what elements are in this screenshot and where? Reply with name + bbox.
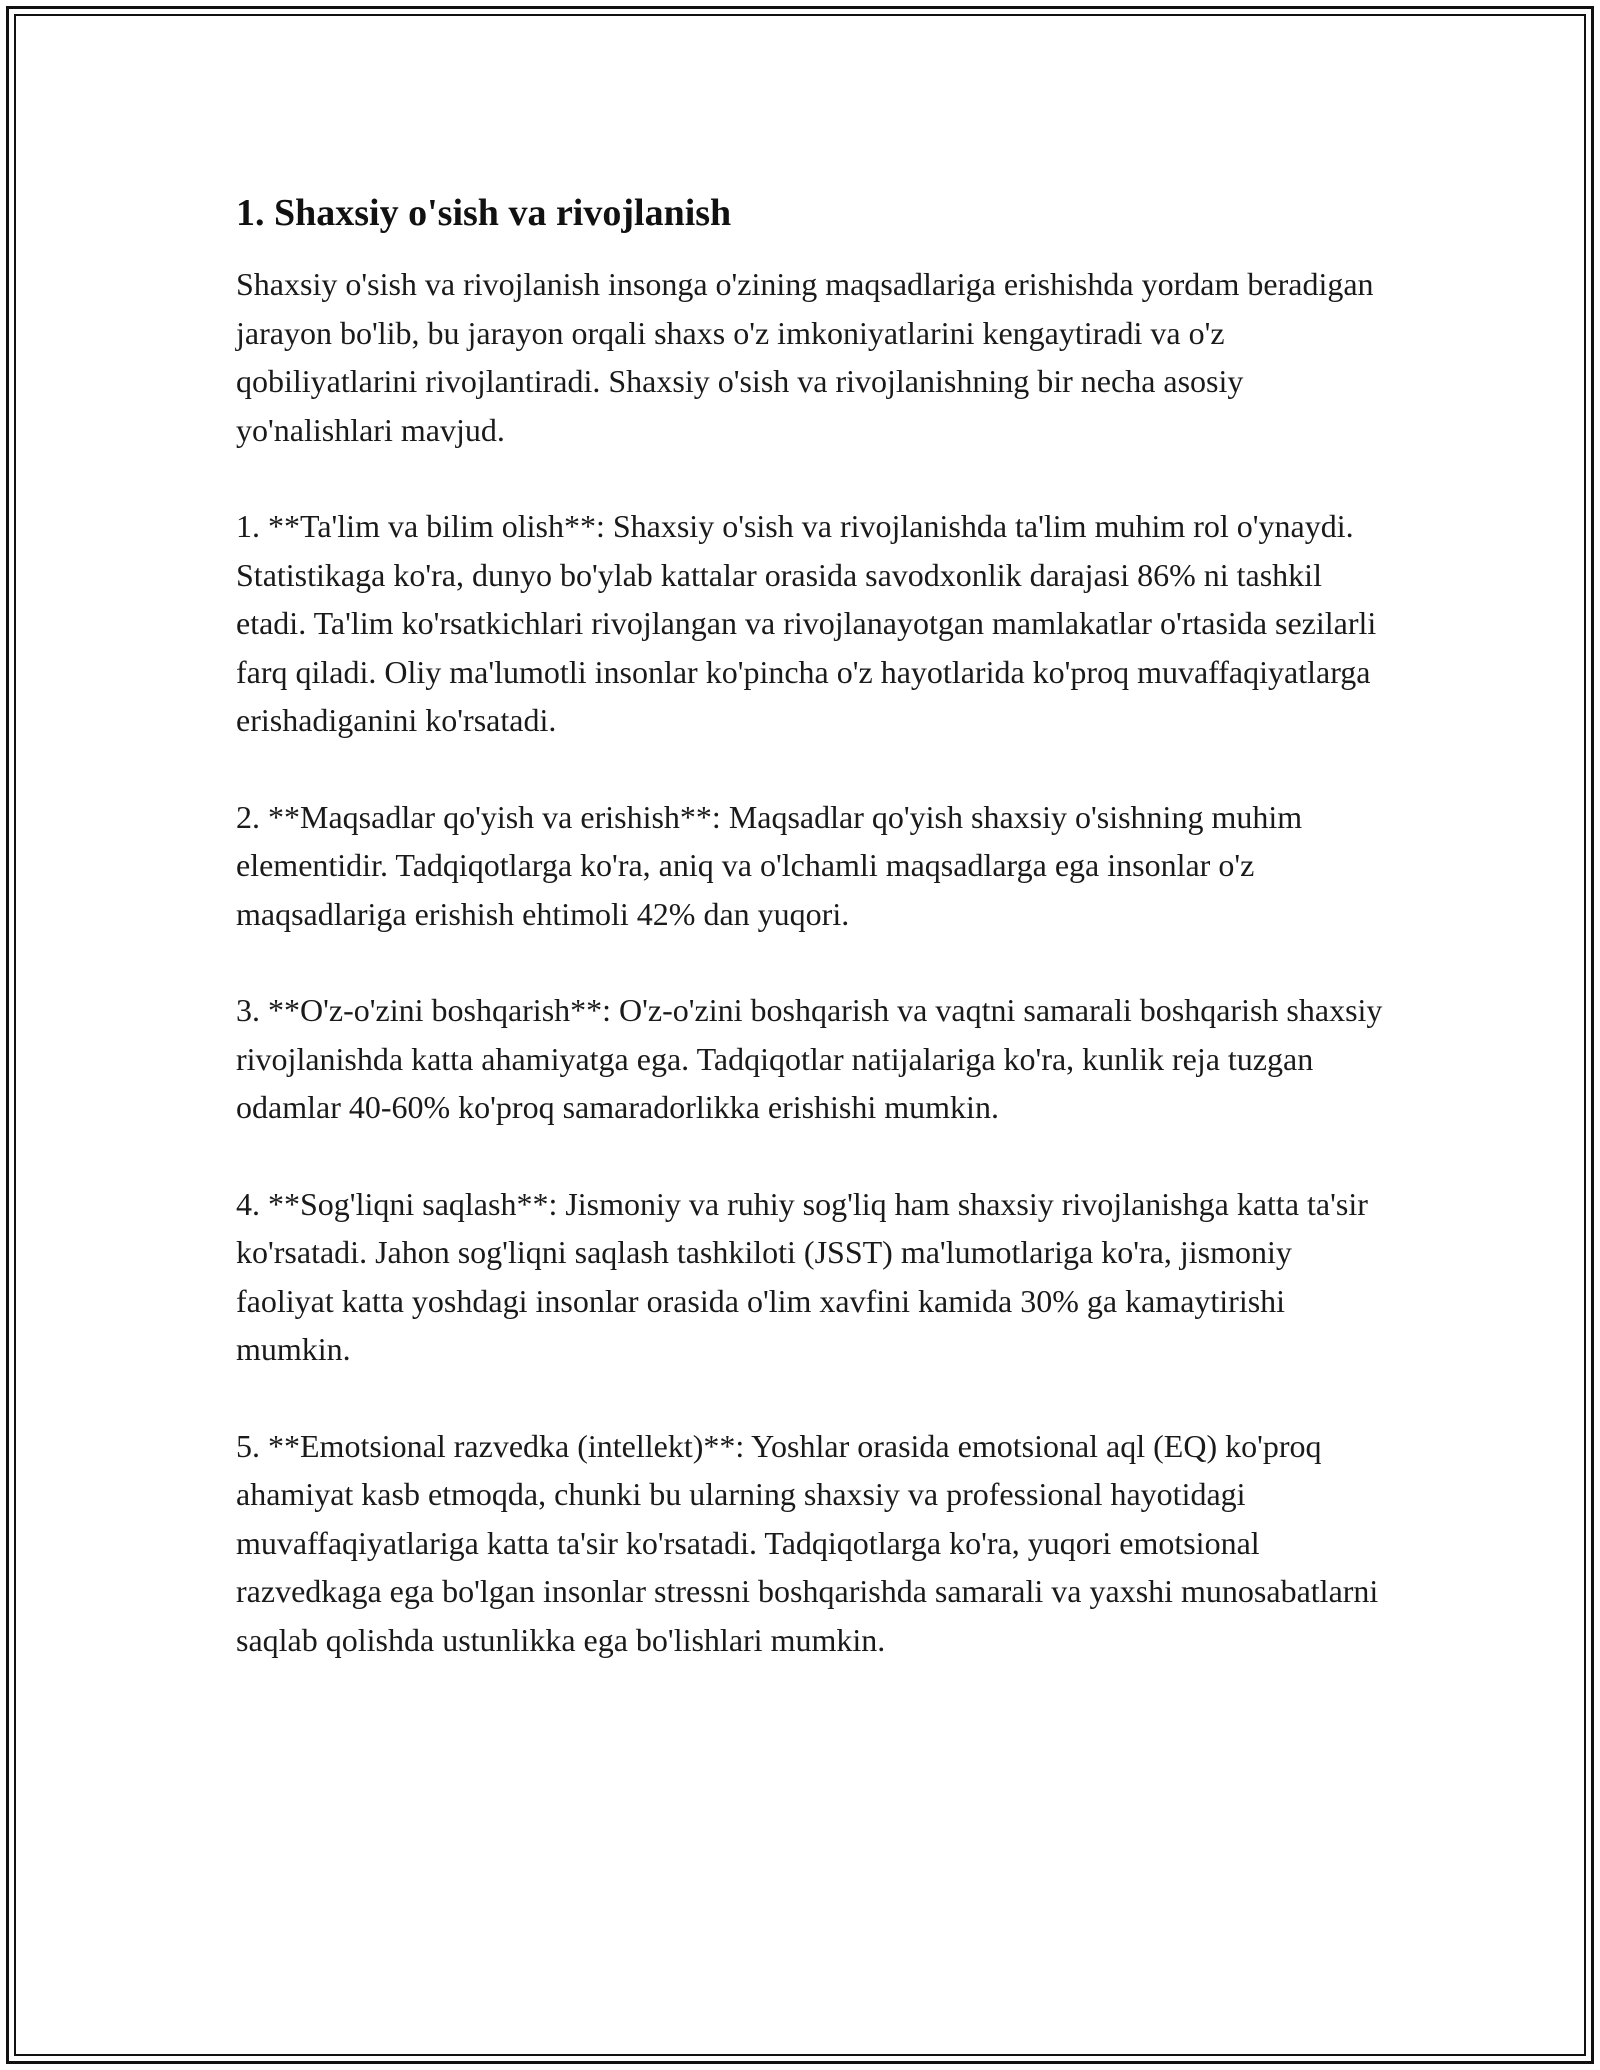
paragraph-emotional-intelligence: 5. **Emotsional razvedka (intellekt)**: Yoshlar orasida emotsional aql (EQ) ko'proq ahamiyat kasb etmoqda, chunki bu ularning shaxsiy va professional hayotidagi muvaffaqiyatlariga katta ta'sir ko'rsatadi. Tadqiqotlarga ko'ra, yuqori emotsional razvedkaga ega bo'lgan insonlar stressni boshqarishda samarali va yaxshi munosabatlarni saqlab qolishda ustunlikka ega bo'lishlari mumkin. xyxy=(236,1427,1379,1658)
document-body xyxy=(236,186,1386,1712)
paragraph-education: 1. **Ta'lim va bilim olish**: Shaxsiy o'sish va rivojlanishda ta'lim muhim rol o'ynaydi. Statistikaga ko'ra, dunyo bo'ylab kattalar orasida savodxonlik darajasi 86% ni tashkil etadi. Ta'lim ko'rsatkichlari rivojlangan va rivojlanayotgan mamlakatlar o'rtasida sezilarli farq qiladi. Oliy ma'lumotli insonlar ko'pincha o'z hayotlarida ko'proq muvaffaqiyatlarga erishadiganini ko'rsatadi. xyxy=(236,508,1377,738)
paragraph-health: 4. **Sog'liqni saqlash**: Jismoniy va ruhiy sog'liq ham shaxsiy rivojlanishga katta ta'sir ko'rsatadi. Jahon sog'liqni saqlash tashkiloti (JSST) ma'lumotlariga ko'ra, jismoniy faoliyat katta yoshdagi insonlar orasida o'lim xavfini kamida 30% ga kamaytirishi mumkin. xyxy=(236,1185,1368,1367)
document-title: 1. Shaxsiy o'sish va rivojlanish xyxy=(236,192,732,234)
paragraph-self-management: 3. **O'z-o'zini boshqarish**: O'z-o'zini boshqarish va vaqtni samarali boshqarish shaxsiy rivojlanishda katta ahamiyatga ega. Tadqiqotlar natijalariga ko'ra, kunlik reja tuzgan odamlar 40-60% ko'proq samaradorlikka erishishi mumkin. xyxy=(236,992,1383,1125)
paragraph-goals: 2. **Maqsadlar qo'yish va erishish**: Maqsadlar qo'yish shaxsiy o'sishning muhim elementidir. Tadqiqotlarga ko'ra, aniq va o'lchamli maqsadlarga ega insonlar o'z maqsadlariga erishish ehtimoli 42% dan yuqori. xyxy=(236,798,1303,932)
intro-paragraph: Shaxsiy o'sish va rivojlanish insonga o'zining maqsadlariga erishishda yordam beradigan jarayon bo'lib, bu jarayon orqali shaxs o'z imkoniyatlarini kengaytiradi va o'z qobiliyatlarini rivojlantiradi. Shaxsiy o'sish va rivojlanishning bir necha asosiy yo'nalishlari mavjud. xyxy=(236,266,1374,448)
